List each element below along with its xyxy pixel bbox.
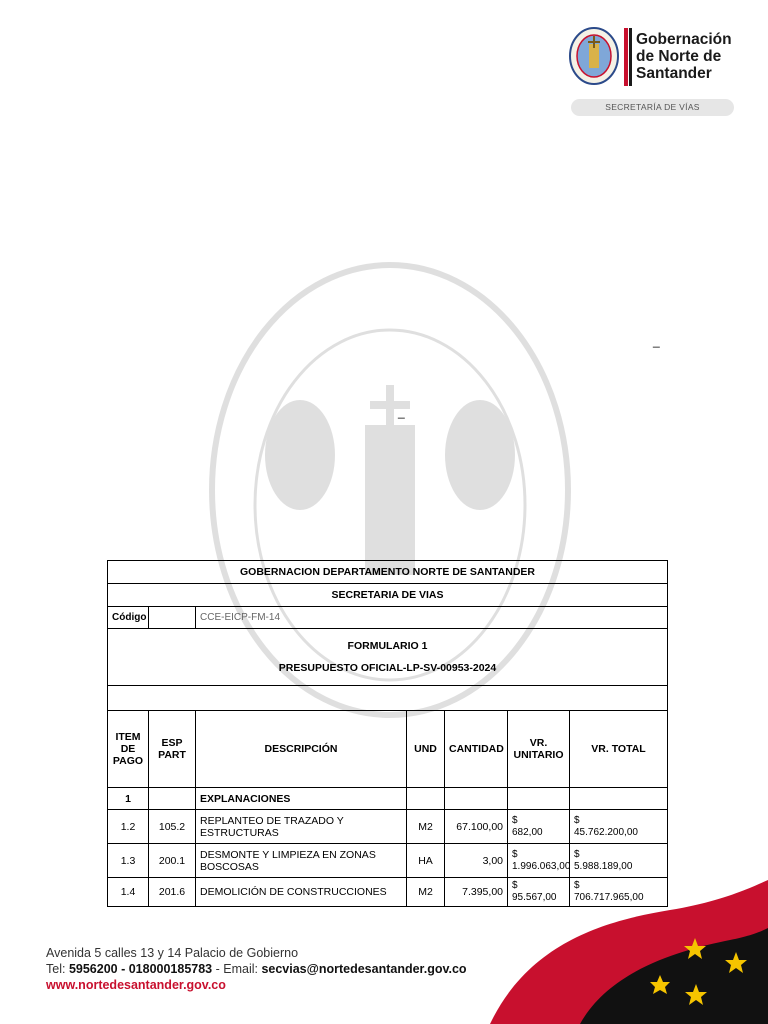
col-item: ITEM DE PAGO (108, 711, 149, 788)
col-desc: DESCRIPCIÓN (196, 711, 407, 788)
table-title: GOBERNACION DEPARTAMENTO NORTE DE SANTANDER (108, 561, 668, 584)
table-subtitle: SECRETARIA DE VIAS (108, 584, 668, 607)
section-item: 1 (108, 788, 149, 810)
waving-flag-icon (490, 880, 768, 1024)
footer-address: Avenida 5 calles 13 y 14 Palacio de Gobierno (46, 946, 299, 960)
stray-dash: _ (653, 334, 660, 348)
flag-red-bar (624, 28, 628, 86)
empty-row (108, 686, 668, 711)
section-row (108, 788, 668, 810)
table-row: 1.4 201.6 DEMOLICIÓN DE CONSTRUCCIONES M2 7.395,00 $ 95.567,00 $ 706.717.965,00 (108, 878, 668, 907)
form-title: FORMULARIO 1 (347, 640, 428, 652)
footer-email[interactable]: secvias@nortedesantander.gov.co (261, 962, 467, 976)
table-row: 1.3 200.1 DESMONTE Y LIMPIEZA EN ZONAS BOSCOSAS HA 3,00 $ 1.996.063,00 $ 5.988.189,00 (108, 844, 668, 878)
codigo-value: CCE-EICP-FM-14 (196, 607, 668, 629)
col-cantidad: CANTIDAD (445, 711, 508, 788)
col-vr-total: VR. TOTAL (570, 711, 668, 788)
flag-black-bar (629, 28, 632, 86)
form-title-cell (108, 629, 668, 686)
section-desc: EXPLANACIONES (196, 788, 407, 810)
footer-website-link[interactable]: www.nortedesantander.gov.co (46, 978, 226, 992)
footer (46, 945, 467, 993)
department-seal-icon (568, 26, 620, 86)
logo-title: Gobernación de Norte de Santander (636, 31, 732, 82)
col-vr-unitario: VR. UNITARIO (508, 711, 570, 788)
footer-contact: Tel: 5956200 - 018000185783 - Email: secvias@nortedesantander.gov.co (46, 962, 467, 976)
col-und: UND (407, 711, 445, 788)
table-row: 1.2 105.2 REPLANTEO DE TRAZADO Y ESTRUCTURAS M2 67.100,00 $ 682,00 $ 45.762.200,00 (108, 810, 668, 844)
form-subtitle: PRESUPUESTO OFICIAL-LP-SV-00953-2024 (278, 662, 497, 674)
budget-table (107, 560, 667, 907)
col-esp: ESP PART (149, 711, 196, 788)
stray-dash: _ (398, 405, 405, 419)
column-header-row (108, 711, 668, 788)
gobernacion-logo (568, 26, 748, 90)
codigo-spacer (149, 607, 196, 629)
footer-tel: 5956200 - 018000185783 (68, 962, 213, 976)
codigo-label: Código (108, 607, 149, 629)
department-pill: SECRETARÍA DE VÍAS (571, 99, 734, 116)
